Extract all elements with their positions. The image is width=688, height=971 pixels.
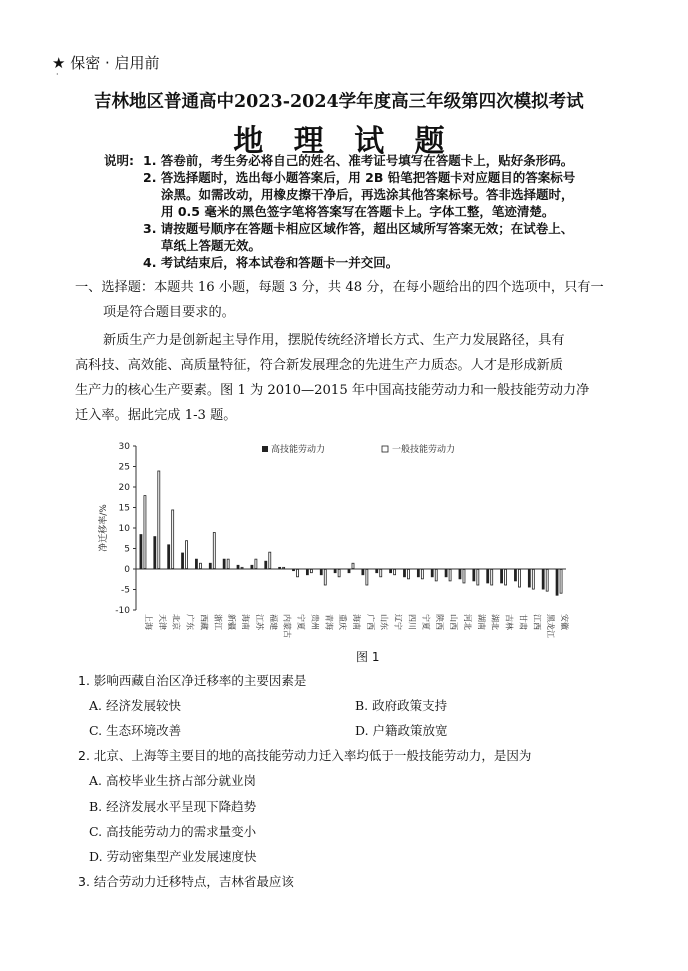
y-tick-label: 30 [118, 442, 130, 452]
bar-high-skill [209, 563, 212, 569]
bar-high-skill [417, 569, 420, 577]
bar-high-skill [348, 569, 351, 573]
instruction-2-cont: 用 0.5 毫米的黑色签字笔将答案写在答题卡上。字体工整，笔迹清楚。 [161, 204, 555, 219]
y-tick-label: 5 [124, 544, 130, 555]
bar-general-skill [338, 569, 340, 576]
bar-high-skill [403, 569, 406, 577]
bar-general-skill [505, 569, 507, 585]
bar-high-skill [472, 569, 475, 581]
bar-high-skill [459, 569, 462, 579]
x-tick-label: 西藏 [199, 614, 209, 630]
x-tick-label: 黑龙江 [546, 614, 556, 638]
figure-caption: 图 1 [356, 650, 380, 664]
x-tick-label: 海南 [241, 614, 251, 630]
x-tick-label: 海南 [352, 614, 361, 630]
material-paragraph: 迁入率。据此完成 1-3 题。 [75, 408, 237, 423]
chart-canvas [96, 434, 586, 646]
bar-general-skill [463, 569, 465, 583]
x-tick-label: 新疆 [227, 614, 237, 630]
x-tick-label: 山东 [379, 614, 389, 630]
bar-general-skill [546, 569, 548, 591]
x-tick-label: 浙江 [213, 614, 223, 630]
legend-label-high-skill: 高技能劳动力 [271, 445, 326, 455]
bar-general-skill [255, 559, 257, 568]
question-2-option-a[interactable]: A. 高校毕业生挤占部分就业岗 [89, 773, 256, 788]
y-tick-label: 25 [118, 462, 130, 473]
material-paragraph: 高科技、高效能、高质量特征，符合新发展理念的先进生产力质态。人才是形成新质 [75, 358, 563, 373]
bar-high-skill [361, 569, 364, 575]
instruction-3-cont: 草纸上答题无效。 [161, 238, 262, 253]
bar-general-skill [310, 569, 312, 572]
subject-title: 地 理 试 题 [233, 124, 455, 159]
bar-general-skill [518, 569, 520, 587]
y-tick-label: 15 [118, 503, 130, 514]
exam-title: 吉林地区普通高中2023-2024学年度高三年级第四次模拟考试 [94, 92, 584, 112]
bar-high-skill [223, 559, 226, 569]
y-tick-label: -10 [115, 606, 130, 616]
legend-label-general-skill: 一般技能劳动力 [392, 445, 456, 455]
bar-high-skill [445, 569, 448, 577]
question-3-stem: 3. 结合劳动力迁移特点，吉林省最应该 [78, 874, 294, 889]
bar-general-skill [213, 533, 215, 569]
x-tick-label: 宁夏 [296, 614, 306, 630]
bar-high-skill [153, 536, 156, 569]
bar-general-skill [477, 569, 479, 585]
x-tick-label: 广东 [185, 614, 195, 630]
bar-general-skill [491, 569, 493, 585]
bar-general-skill [144, 496, 146, 569]
x-tick-label: 甘肃 [518, 614, 528, 630]
question-1-option-d[interactable]: D. 户籍政策放宽 [355, 723, 448, 738]
y-axis-label: 净迁移率/% [99, 504, 109, 552]
bar-high-skill [500, 569, 503, 583]
x-tick-label: 重庆 [338, 614, 348, 630]
bar-general-skill [407, 569, 409, 578]
legend-swatch-general-skill [382, 446, 388, 452]
legend-swatch-high-skill [262, 446, 268, 452]
material-paragraph: 新质生产力是创新起主导作用，摆脱传统经济增长方式、生产力发展路径，具有 [103, 333, 565, 348]
bar-general-skill [199, 563, 201, 568]
question-2-option-c[interactable]: C. 高技能劳动力的需求量变小 [89, 824, 257, 839]
bar-general-skill [435, 569, 437, 581]
bar-high-skill [389, 569, 392, 573]
bar-high-skill [167, 544, 170, 569]
question-2-stem: 2. 北京、上海等主要目的地的高技能劳动力迁入率均低于一般技能劳动力，是因为 [78, 748, 532, 763]
bar-high-skill [320, 569, 323, 575]
bar-general-skill [449, 569, 451, 581]
bar-high-skill [556, 569, 559, 596]
x-tick-label: 河北 [462, 614, 472, 630]
confidential-mark: ★ 保密 · 启用前 [52, 54, 160, 72]
bar-high-skill [528, 569, 531, 587]
question-1-option-b[interactable]: B. 政府政策支持 [355, 698, 448, 713]
instruction-4: 4. 考试结束后，将本试卷和答题卡一并交回。 [143, 255, 399, 270]
x-tick-label: 天津 [157, 614, 167, 630]
bar-general-skill [366, 569, 368, 585]
bar-general-skill [324, 569, 326, 585]
bar-high-skill [431, 569, 434, 577]
bar-general-skill [380, 569, 382, 576]
instruction-2-cont: 涂黑。如需改动，用橡皮擦干净后，再选涂其他答案标号。答非选择题时， [161, 187, 574, 202]
y-tick-label: 20 [118, 483, 130, 493]
bar-high-skill [237, 565, 240, 569]
bar-high-skill [306, 569, 309, 575]
x-tick-label: 吉林 [504, 614, 514, 630]
question-2-option-d[interactable]: D. 劳动密集型产业发展速度快 [89, 849, 257, 864]
x-tick-label: 广西 [365, 614, 375, 630]
bar-high-skill [292, 569, 295, 571]
bar-high-skill [542, 569, 545, 590]
x-tick-label: 宁夏 [421, 614, 431, 630]
bar-high-skill [486, 569, 489, 583]
x-tick-label: 江西 [532, 614, 542, 630]
question-1-option-c[interactable]: C. 生态环境改善 [89, 723, 182, 738]
instruction-3: 3. 请按题号顺序在答题卡相应区域作答，超出区域所写答案无效；在试卷上、 [143, 221, 574, 236]
bar-general-skill [283, 567, 285, 568]
x-tick-label: 辽宁 [393, 614, 403, 630]
section-intro-cont: 项是符合题目要求的。 [103, 305, 235, 320]
bar-general-skill [421, 569, 423, 578]
material-paragraph: 生产力的核心生产要素。图 1 为 2010—2015 年中国高技能劳动力和一般技能劳动力净 [75, 383, 590, 398]
x-tick-label: 湖南 [476, 614, 486, 630]
bar-general-skill [269, 552, 271, 568]
bar-high-skill [514, 569, 517, 581]
x-tick-label: 陕西 [435, 614, 445, 630]
bar-high-skill [375, 569, 378, 573]
x-tick-label: 安徽 [560, 614, 570, 630]
section-intro: 一、选择题：本题共 16 小题，每题 3 分，共 48 分，在每小题给出的四个选项中，只有一 [75, 280, 604, 295]
x-tick-label: 湖北 [490, 614, 500, 630]
bar-high-skill [140, 534, 143, 569]
question-2-option-b[interactable]: B. 经济发展水平呈现下降趋势 [89, 799, 257, 814]
bar-high-skill [264, 561, 267, 569]
bar-general-skill [394, 569, 396, 574]
bar-general-skill [352, 563, 354, 568]
instruction-1: 1. 答卷前，考生务必将自己的姓名、准考证号填写在答题卡上，贴好条形码。 [143, 153, 574, 168]
y-tick-label: -5 [121, 585, 130, 596]
bar-high-skill [251, 565, 254, 569]
x-tick-label: 北京 [171, 614, 181, 630]
bar-general-skill [532, 569, 534, 589]
y-tick-label: 0 [124, 565, 130, 575]
bar-general-skill [186, 541, 188, 569]
y-tick-label: 10 [118, 524, 130, 534]
x-tick-label: 内蒙古 [282, 614, 292, 638]
bar-general-skill [227, 559, 229, 568]
instruction-2: 2. 答选择题时，选出每小题答案后，用 2B 铅笔把答题卡对应题目的答案标号 [143, 170, 576, 185]
x-tick-label: 山西 [449, 614, 459, 630]
x-tick-label: 青海 [324, 614, 334, 630]
x-tick-label: 福建 [268, 614, 278, 630]
x-tick-label: 贵州 [310, 614, 320, 630]
bar-high-skill [278, 567, 281, 569]
x-tick-label: 上海 [143, 614, 153, 630]
bar-general-skill [172, 510, 174, 569]
bar-high-skill [181, 553, 184, 569]
bar-high-skill [195, 559, 198, 569]
x-tick-label: 四川 [407, 614, 417, 630]
instructions-label: 说明: [104, 153, 134, 168]
question-1-option-a[interactable]: A. 经济发展较快 [89, 698, 181, 713]
migration-chart [96, 434, 586, 646]
bar-general-skill [560, 569, 562, 593]
bar-general-skill [158, 471, 160, 569]
bar-high-skill [334, 569, 337, 573]
dot-decoration: · [56, 70, 59, 79]
x-tick-label: 江苏 [254, 614, 264, 630]
question-1-stem: 1. 影响西藏自治区净迁移率的主要因素是 [78, 673, 307, 688]
bar-general-skill [297, 569, 299, 576]
bar-general-skill [241, 567, 243, 568]
